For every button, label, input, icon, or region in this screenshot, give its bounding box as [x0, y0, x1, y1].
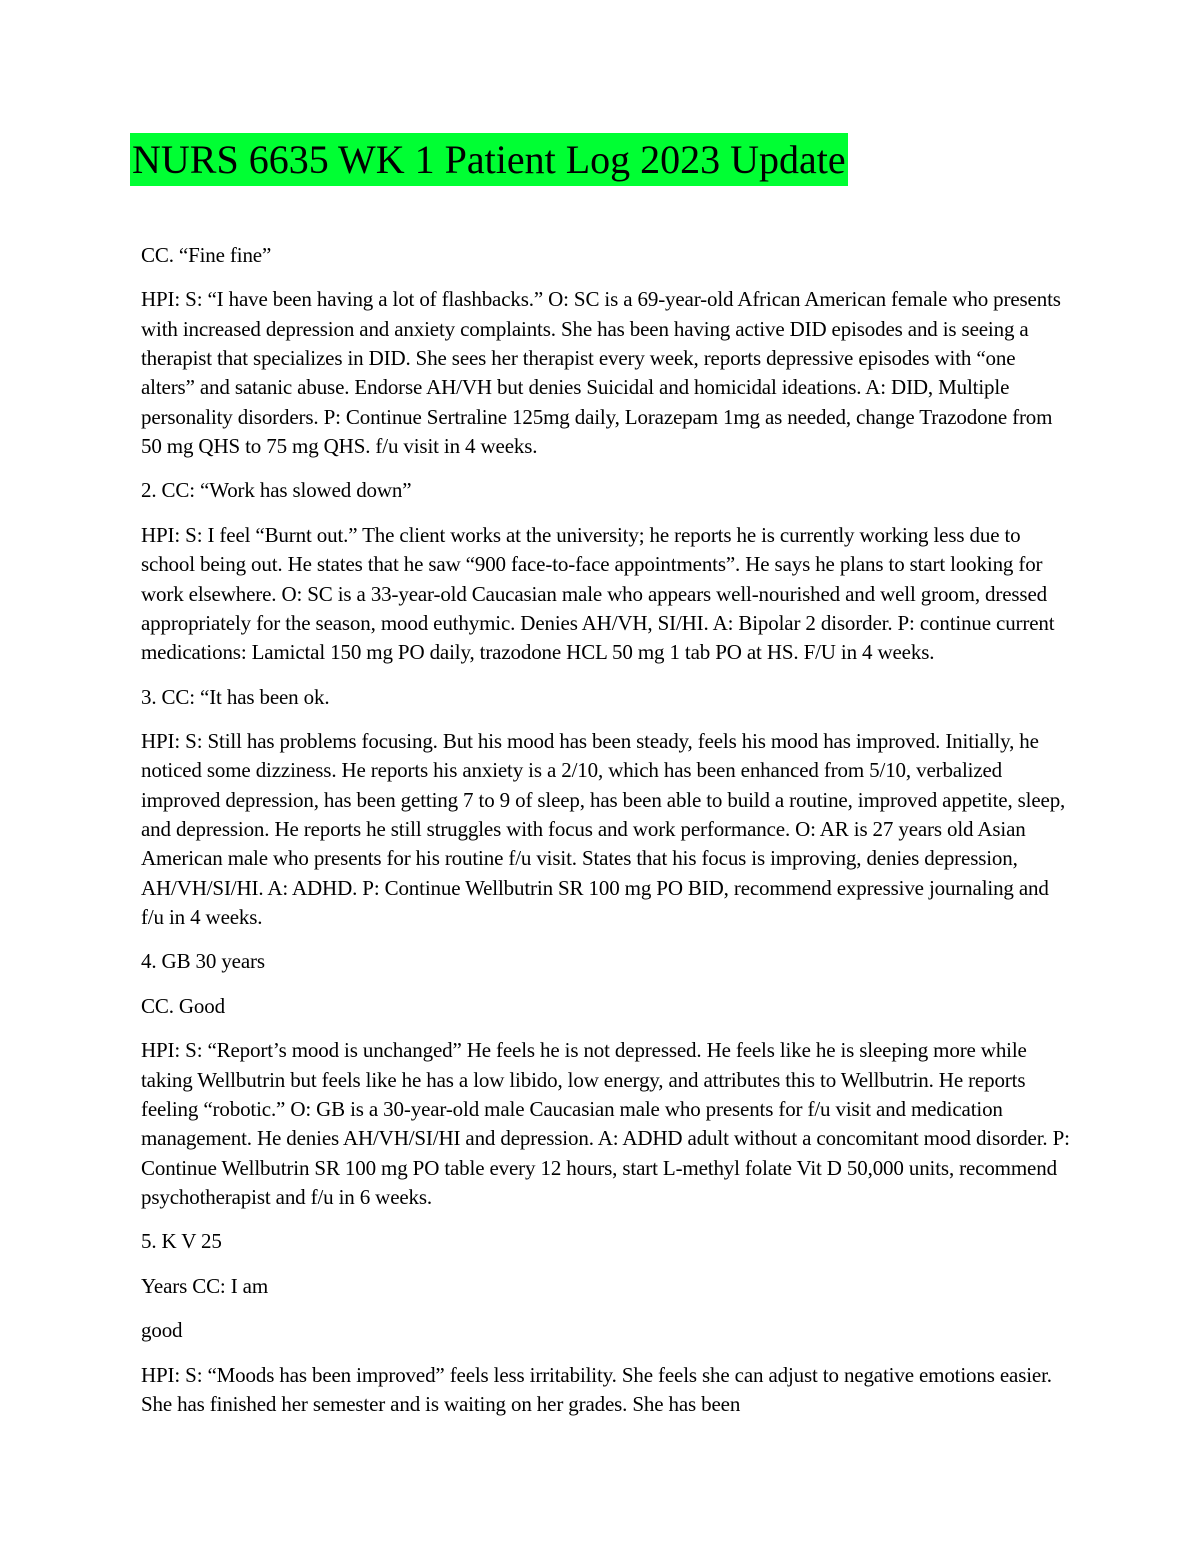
document-body [141, 241, 1071, 1419]
paragraph-hpi-3: HPI: S: Still has problems focusing. But his mood has been steady, feels his mood has improved. Initially, he noticed some dizziness. He reports his anxiety is a 2/10, which has been enhanced from 5/10, verbalized improved depression, has been getting 7 to 9 of sleep, has been able to build a routine, improved appetite, sleep, and depression. He reports he still struggles with focus and work performance. O: AR is 27 years old Asian American male who presents for his routine f/u visit. States that his focus is improving, denies depression, AH/VH/SI/HI. A: ADHD. P: Continue Wellbutrin SR 100 mg PO BID, recommend expressive journaling and f/u in 4 weeks. [141, 729, 1066, 929]
title-highlight: NURS 6635 WK 1 Patient Log 2023 Update [130, 133, 848, 186]
paragraph-cc-1: CC. “Fine fine” [141, 243, 272, 267]
paragraph-cc-2: 2. CC: “Work has slowed down” [141, 478, 412, 503]
paragraph-hpi-5: HPI: S: “Moods has been improved” feels less irritability. She feels she can adjust to negative emotions easier. She has finished her semester and is waiting on her grades. She has been [141, 1362, 1052, 1417]
paragraph-cc-4: CC. Good [141, 993, 225, 1018]
paragraph-patient-4: 4. GB 30 years [141, 949, 265, 974]
document-title [130, 133, 848, 186]
paragraph-hpi-4: HPI: S: “Report’s mood is unchanged” He feels he is not depressed. He feels like he is sleeping more while taking Wellbutrin but feels like he has a low libido, low energy, and attributes this to Wellbutrin. He reports feeling “robotic.” O: GB is a 30-year-old male Caucasian male who presents for f/u visit and medication management. He denies AH/VH/SI/HI and depression. A: ADHD adult without a concomitant mood disorder. P: Continue Wellbutrin SR 100 mg PO table every 12 hours, start L-methyl folate Vit D 50,000 units, recommend psychotherapist and f/u in 6 weeks. [141, 1038, 1070, 1209]
paragraph-patient-5: 5. K V 25 [141, 1229, 222, 1254]
paragraph-hpi-1: HPI: S: “I have been having a lot of flashbacks.” O: SC is a 69-year-old African American female who presents with increased depression and anxiety complaints. She has been having active DID episodes and is seeing a therapist that specializes in DID. She sees her therapist every week, reports depressive episodes with “one alters” and satanic abuse. Endorse AH/VH but denies Suicidal and homicidal ideations. A: DID, Multiple personality disorders. P: Continue Sertraline 125mg daily, Lorazepam 1mg as needed, change Trazodone from 50 mg QHS to 75 mg QHS. f/u visit in 4 weeks. [141, 287, 1061, 458]
paragraph-cc-5-cont: good [141, 1318, 183, 1343]
paragraph-cc-5: Years CC: I am [141, 1273, 269, 1298]
paragraph-hpi-2: HPI: S: I feel “Burnt out.” The client works at the university; he reports he is currently working less due to school being out. He states that he saw “900 face-to-face appointments”. He says he plans to start looking for work elsewhere. O: SC is a 33-year-old Caucasian male who appears well-nourished and well groom, dressed appropriately for the season, mood euthymic. Denies AH/VH, SI/HI. A: Bipolar 2 disorder. P: continue current medications: Lamictal 150 mg PO daily, trazodone HCL 50 mg 1 tab PO at HS. F/U in 4 weeks. [141, 522, 1055, 665]
paragraph-cc-3: 3. CC: “It has been ok. [141, 684, 330, 709]
